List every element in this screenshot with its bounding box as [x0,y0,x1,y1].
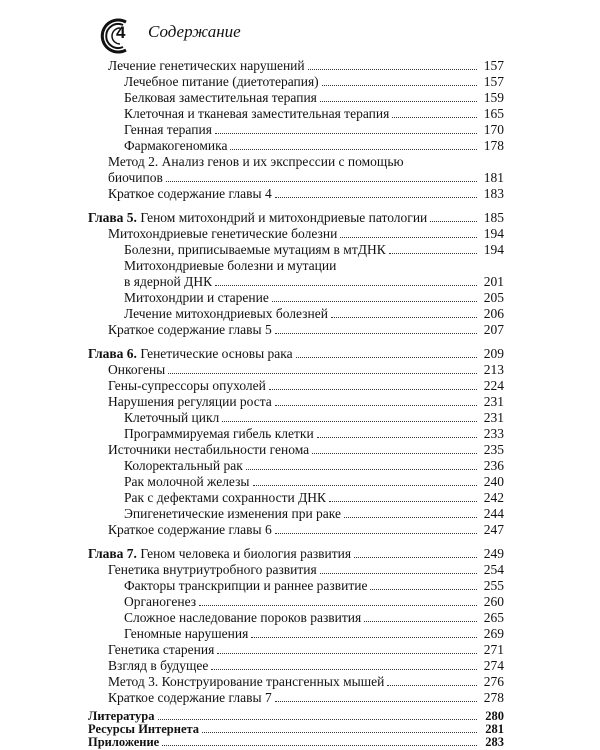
toc-entry: Нарушения регуляции роста 231 [108,394,504,409]
toc-entry: Клеточная и тканевая заместительная терапия 165 [124,106,504,121]
toc-entry: Эпигенетические изменения при раке 244 [124,506,504,521]
toc-chapter: Глава 6. Генетические основы рака 209 [88,346,504,361]
page-title: Содержание [148,22,241,41]
toc-back-matter: Приложение 283 [88,735,504,749]
toc-entry: Митохондриевые генетические болезни 194 [108,226,504,241]
toc-entry: Генная терапия 170 [124,122,504,137]
toc-entry: Программируемая гибель клетки 233 [124,426,504,441]
toc-entry: Краткое содержание главы 6 247 [108,522,504,537]
toc-entry: Митохондрии и старение 205 [124,290,504,305]
toc-entry: Онкогены 213 [108,362,504,377]
toc-entry: Факторы транскрипции и раннее развитие 255 [124,578,504,593]
page-number: 4 [116,23,126,42]
toc-entry: Геномные нарушения 269 [124,626,504,641]
toc-back-matter: Литература 280 [88,709,504,723]
page-header [96,16,516,56]
toc-chapter: Глава 7. Геном человека и биология развития 249 [88,546,504,561]
toc-entry: Взгляд в будущее 274 [108,658,504,673]
toc-entry: Болезни, приписываемые мутациям в мтДНК 194 [124,242,504,257]
toc-entry-line: Митохондриевые болезни и мутации [124,258,337,273]
toc-entry: Метод 3. Конструирование трансгенных мышей 276 [108,674,504,689]
toc-entry: Органогенез 260 [124,594,504,609]
toc-entry: Клеточный цикл 231 [124,410,504,425]
toc-entry: Колоректальный рак 236 [124,458,504,473]
toc-entry: Рак с дефектами сохранности ДНК 242 [124,490,504,505]
toc-entry: Фармакогеномика 178 [124,138,504,153]
toc-back-matter: Ресурсы Интернета 281 [88,722,504,736]
toc-entry: Белковая заместительная терапия 159 [124,90,504,105]
toc-entry: Лечение митохондриевых болезней 206 [124,306,504,321]
toc-entry: биочипов 181 [108,170,504,185]
toc-entry: Лечение генетических нарушений 157 [108,58,504,73]
toc-entry: Гены-супрессоры опухолей 224 [108,378,504,393]
toc-entry: Генетика внутриутробного развития 254 [108,562,504,577]
book-logo-icon [96,16,134,56]
toc-entry: Краткое содержание главы 4 183 [108,186,504,201]
toc-entry: Лечебное питание (диетотерапия) 157 [124,74,504,89]
toc-entry: Сложное наследование пороков развития 265 [124,610,504,625]
toc-entry: Краткое содержание главы 7 278 [108,690,504,705]
toc-entry: Рак молочной железы 240 [124,474,504,489]
toc-chapter: Глава 5. Геном митохондрий и митохондриевые патологии 185 [88,210,504,225]
toc-entry: в ядерной ДНК 201 [124,274,504,289]
toc-entry: Генетика старения 271 [108,642,504,657]
toc-entry: Краткое содержание главы 5 207 [108,322,504,337]
toc-entry-line: Метод 2. Анализ генов и их экспрессии с помощью [108,154,404,169]
toc-entry: Источники нестабильности генома 235 [108,442,504,457]
